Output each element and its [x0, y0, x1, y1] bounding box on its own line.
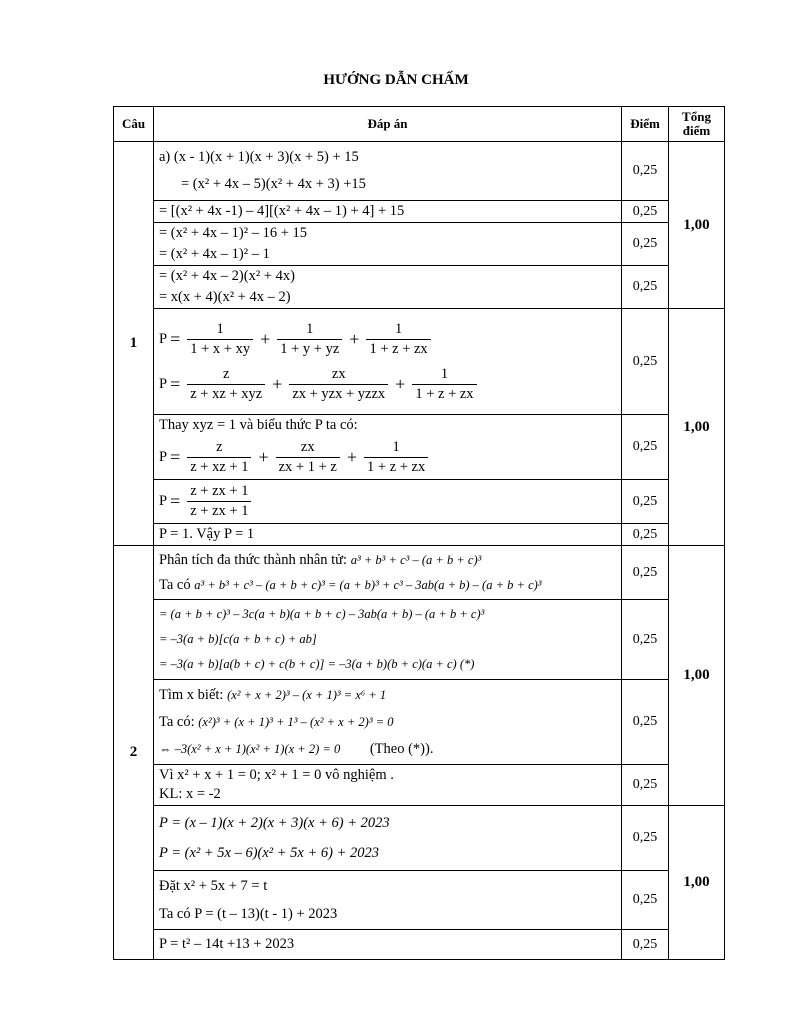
answer-cell	[154, 680, 622, 765]
equals-sign: =	[170, 373, 181, 394]
var-p: P	[159, 493, 168, 509]
answer-cell	[154, 765, 622, 806]
denominator: 1 + y + yz	[277, 339, 342, 359]
score-cell: 0,25	[622, 201, 669, 223]
answer-line: Ta có P = (t – 13)(t - 1) + 2023	[159, 906, 338, 922]
denominator: 1 + z + zx	[366, 339, 430, 359]
formula: x² + x + 1 = 0; x² + 1 = 0 vô nghiệm .	[177, 767, 394, 783]
score-cell: 0,25	[622, 524, 669, 546]
plus-sign: +	[272, 373, 283, 394]
var-p: P	[159, 375, 168, 392]
fraction	[366, 320, 430, 359]
score-cell: 0,25	[622, 871, 669, 930]
fraction	[364, 438, 428, 477]
formula-line	[159, 438, 616, 477]
score-cell: 0,25	[622, 600, 669, 680]
score-cell: 0,25	[622, 680, 669, 765]
equals-sign: =	[170, 447, 181, 467]
score-cell: 0,25	[622, 415, 669, 480]
denominator: 1 + z + zx	[412, 384, 476, 404]
score-cell: 0,25	[622, 546, 669, 600]
answer-line: a) (x - 1)(x + 1)(x + 3)(x + 5) + 15	[159, 149, 359, 165]
fraction	[277, 320, 342, 359]
fraction	[412, 365, 476, 404]
denominator: 1 + x + xy	[187, 339, 253, 359]
answer-line	[159, 736, 616, 763]
formula-line: = –3(a + b)[a(b + c) + c(b + c)] = –3(a + b)(b + c)(a + c) (*)	[159, 657, 475, 671]
plus-sign: +	[395, 373, 406, 394]
answer-cell	[154, 480, 622, 524]
formula-line	[159, 482, 616, 521]
numerator: 1	[306, 320, 314, 337]
answer-cell	[154, 871, 622, 930]
denominator: z + xz + 1	[187, 457, 251, 477]
answer-line	[159, 766, 616, 785]
numerator: zx	[300, 439, 315, 455]
table-row	[114, 415, 725, 480]
formula: ⇔ –3(x² + x + 1)(x² + 1)(x + 2) = 0	[159, 741, 341, 756]
formula-line: P = (x² + 5x – 6)(x² + 5x + 6) + 2023	[159, 845, 380, 861]
numerator: zx	[331, 365, 346, 382]
total-cell: 1,00	[669, 142, 725, 309]
table-row	[114, 871, 725, 930]
table-row	[114, 600, 725, 680]
plus-sign: +	[258, 447, 269, 467]
denominator: zx + 1 + z	[276, 457, 340, 477]
plus-sign: +	[349, 328, 360, 349]
formula-line	[159, 320, 616, 359]
plus-sign: +	[260, 328, 271, 349]
answer-line: = (x² + 4x – 5)(x² + 4x + 3) +15	[181, 176, 366, 192]
answer-line	[159, 709, 616, 736]
total-cell: 1,00	[669, 546, 725, 806]
numerator: 1	[216, 320, 224, 337]
header-diem: Điểm	[622, 107, 669, 142]
table-row	[114, 201, 725, 223]
total-cell: 1,00	[669, 806, 725, 960]
answer-cell	[154, 266, 622, 309]
fraction	[187, 365, 265, 404]
total-cell: 1,00	[669, 309, 725, 546]
header-tong-line2: điểm	[682, 123, 711, 138]
fraction	[187, 482, 251, 521]
grading-table	[113, 106, 725, 960]
numerator: z	[216, 439, 223, 455]
table-row	[114, 546, 725, 600]
phan-tich-label: Phân tích đa thức thành nhân tử:	[159, 551, 348, 568]
fraction	[289, 365, 388, 404]
answer-line: Thay xyz = 1 và biểu thức P ta có:	[159, 417, 358, 433]
score-cell: 0,25	[622, 480, 669, 524]
ta-co-label: Ta có:	[159, 713, 195, 730]
fraction	[187, 438, 251, 477]
answer-line: = (x² + 4x – 1)² – 16 + 15	[159, 225, 308, 241]
numerator: z + zx + 1	[190, 483, 249, 499]
theo-note: (Theo (*)).	[369, 740, 434, 757]
page-title: HƯỚNG DẪN CHẤM	[323, 72, 469, 88]
answer-cell: P = 1. Vậy P = 1	[154, 524, 622, 546]
numerator: z	[222, 365, 230, 382]
answer-cell: P = t² – 14t +13 + 2023	[154, 930, 622, 960]
score-cell: 0,25	[622, 223, 669, 266]
formula-line: = –3(a + b)[c(a + b + c) + ab]	[159, 632, 317, 646]
denominator: 1 + z + zx	[364, 457, 428, 477]
header-dap-an: Đáp án	[154, 107, 622, 142]
answer-cell	[154, 546, 622, 600]
answer-line: = x(x + 4)(x² + 4x – 2)	[159, 289, 291, 305]
var-p: P	[159, 449, 168, 465]
denominator: zx + yzx + yzzx	[289, 384, 388, 404]
formula-line: P = (x – 1)(x + 2)(x + 3)(x + 6) + 2023	[159, 815, 390, 831]
score-cell: 0,25	[622, 806, 669, 871]
question-number-2: 2	[114, 546, 154, 960]
answer-line	[159, 682, 616, 709]
table-row	[114, 266, 725, 309]
table-row	[114, 765, 725, 806]
table-row	[114, 930, 725, 960]
table-row	[114, 480, 725, 524]
numerator: 1	[440, 365, 449, 382]
answer-cell	[154, 600, 622, 680]
score-cell: 0,25	[622, 309, 669, 415]
equals-sign: =	[170, 328, 181, 349]
score-cell: 0,25	[622, 142, 669, 201]
numerator: 1	[392, 439, 400, 455]
plus-sign: +	[346, 447, 358, 467]
var-p: P	[159, 330, 168, 347]
score-cell: 0,25	[622, 930, 669, 960]
score-cell: 0,25	[622, 765, 669, 806]
header-tong-line1: Tổng	[682, 109, 711, 124]
answer-line: Đặt x² + 5x + 7 = t	[159, 878, 268, 894]
formula: a³ + b³ + c³ – (a + b + c)³	[350, 552, 482, 567]
ta-co-label: Ta có	[159, 576, 191, 593]
answer-cell	[154, 415, 622, 480]
formula: (x²)³ + (x + 1)³ + 1³ – (x² + x + 2)³ = 0	[198, 714, 394, 729]
header-tong-diem	[669, 107, 725, 142]
answer-cell	[154, 223, 622, 266]
denominator: z + xz + xyz	[187, 384, 265, 404]
tim-x-label: Tìm x biết:	[159, 686, 224, 703]
answer-cell	[154, 309, 622, 415]
fraction	[276, 438, 340, 477]
numerator: 1	[394, 320, 403, 337]
formula-line: = (a + b + c)³ – 3c(a + b)(a + b + c) – 3ab(a + b) – (a + b + c)³	[159, 607, 485, 621]
answer-line	[159, 550, 616, 571]
answer-line: = (x² + 4x – 1)² – 1	[159, 246, 270, 262]
fraction	[187, 320, 253, 359]
table-row	[114, 142, 725, 201]
header-cau: Câu	[114, 107, 154, 142]
formula: (x² + x + 2)³ – (x + 1)³ = x⁶ + 1	[227, 687, 387, 702]
answer-line	[159, 575, 616, 596]
score-cell: 0,25	[622, 266, 669, 309]
formula: a³ + b³ + c³ – (a + b + c)³ = (a + b)³ + c³ – 3ab(a + b) – (a + b + c)³	[194, 577, 542, 592]
answer-cell: = [(x² + 4x -1) – 4][(x² + 4x – 1) + 4] + 15	[154, 201, 622, 223]
question-number-1: 1	[114, 142, 154, 546]
answer-line: = (x² + 4x – 2)(x² + 4x)	[159, 268, 295, 284]
header-row	[114, 107, 725, 142]
formula-line	[159, 365, 616, 404]
table-row	[114, 680, 725, 765]
answer-cell	[154, 806, 622, 871]
answer-cell	[154, 142, 622, 201]
table-row	[114, 223, 725, 266]
answer-line: KL: x = -2	[159, 786, 221, 802]
table-row	[114, 524, 725, 546]
equals-sign: =	[170, 491, 181, 511]
denominator: z + zx + 1	[187, 501, 251, 521]
table-row	[114, 806, 725, 871]
vi-label: Vì	[159, 767, 174, 783]
table-row	[114, 309, 725, 415]
